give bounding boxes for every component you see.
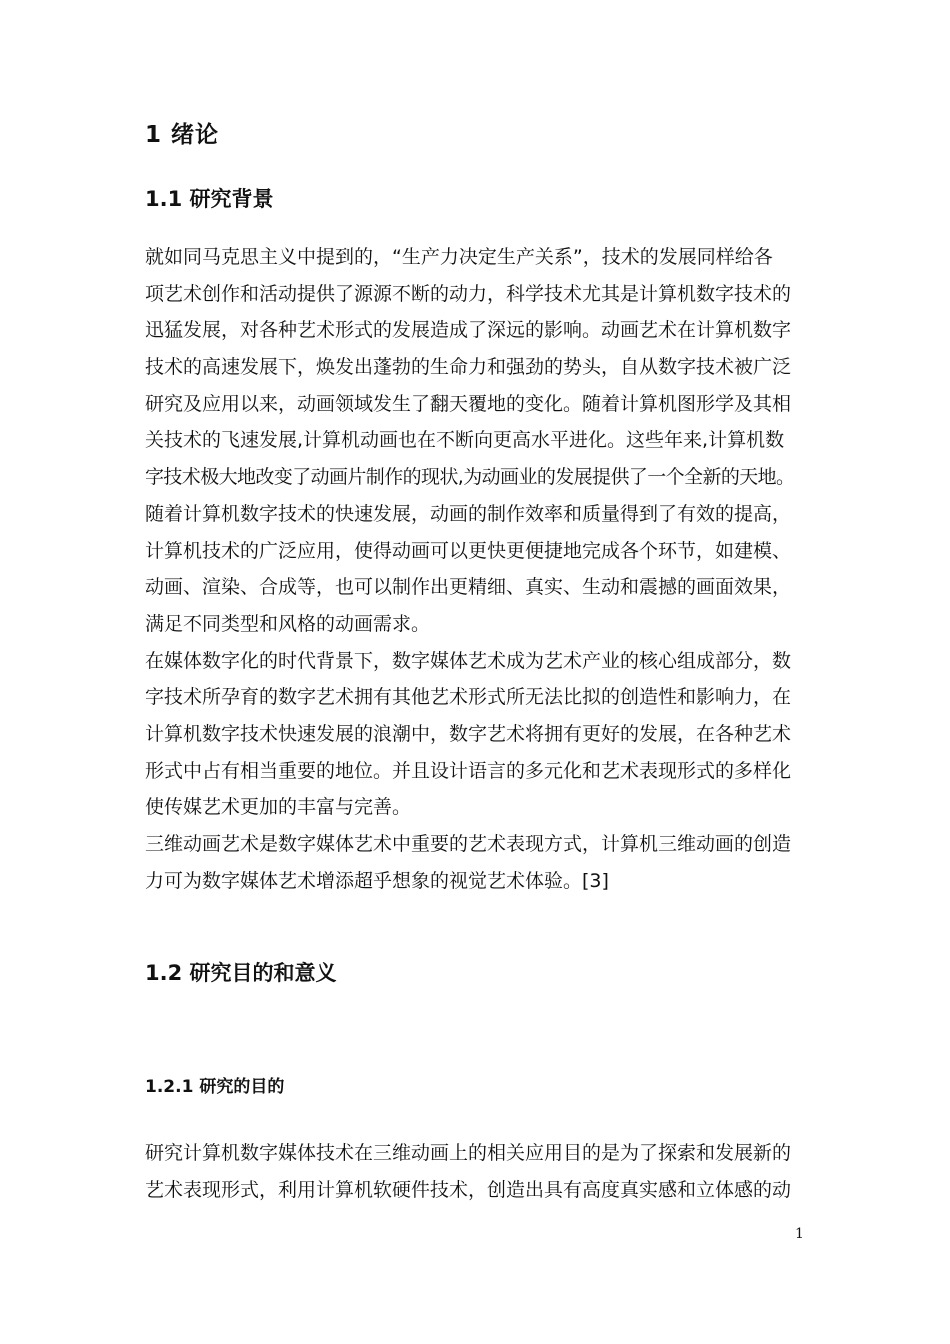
paragraph-line: 艺术表现形式，利用计算机软硬件技术，创造出具有高度真实感和立体感的动 bbox=[145, 1178, 792, 1201]
page-number: 1 bbox=[795, 1226, 804, 1242]
section-1-2-1-body bbox=[145, 1135, 835, 1208]
paragraph-line: 计算机技术的广泛应用，使得动画可以更快更便捷地完成各个环节，如建模、 bbox=[145, 539, 792, 562]
paragraph-line: 形式中占有相当重要的地位。并且设计语言的多元化和艺术表现形式的多样化 bbox=[145, 759, 792, 782]
paragraph-line: 使传媒艺术更加的丰富与完善。 bbox=[145, 796, 412, 819]
paragraph-line: 满足不同类型和风格的动画需求。 bbox=[145, 612, 431, 635]
paragraph-line: 随着计算机数字技术的快速发展，动画的制作效率和质量得到了有效的提高， bbox=[145, 502, 792, 525]
paragraph-line: 研究及应用以来，动画领域发生了翻天覆地的变化。随着计算机图形学及其相 bbox=[145, 392, 792, 415]
paragraph-line: 力可为数字媒体艺术增添超乎想象的视觉艺术体验。[3] bbox=[145, 869, 609, 892]
paragraph-line: 技术的高速发展下，焕发出蓬勃的生命力和强劲的势头，自从数字技术被广泛 bbox=[145, 356, 792, 379]
paragraph-line: 字技术所孕育的数字艺术拥有其他艺术形式所无法比拟的创造性和影响力，在 bbox=[145, 686, 792, 709]
section-heading-1-1: 1.1 研究背景 bbox=[145, 187, 274, 211]
paragraph-line: 三维动画艺术是数字媒体艺术中重要的艺术表现方式，计算机三维动画的创造 bbox=[145, 833, 792, 855]
paragraph-line: 字技术极大地改变了动画片制作的现状,为动画业的发展提供了一个全新的天地。 bbox=[145, 466, 795, 489]
paragraph-line: 研究计算机数字媒体技术在三维动画上的相关应用目的是为了探索和发展新的 bbox=[145, 1142, 792, 1164]
paragraph-line: 动画、渲染、合成等，也可以制作出更精细、真实、生动和震撼的画面效果， bbox=[145, 576, 792, 599]
paragraph-line: 就如同马克思主义中提到的，“生产力决定生产关系”，技术的发展同样给各 bbox=[145, 246, 773, 268]
section-heading-1-2: 1.2 研究目的和意义 bbox=[145, 961, 337, 985]
paragraph-line: 项艺术创作和活动提供了源源不断的动力，科学技术尤其是计算机数字技术的 bbox=[145, 282, 792, 305]
chapter-heading: 1 绪论 bbox=[145, 122, 220, 148]
paragraph-line: 计算机数字技术快速发展的浪潮中，数字艺术将拥有更好的发展，在各种艺术 bbox=[145, 722, 792, 745]
paragraph-line: 在媒体数字化的时代背景下，数字媒体艺术成为艺术产业的核心组成部分，数 bbox=[145, 649, 792, 672]
subsection-heading-1-2-1: 1.2.1 研究的目的 bbox=[145, 1077, 285, 1097]
section-1-1-body bbox=[145, 239, 835, 899]
paragraph-line: 关技术的飞速发展,计算机动画也在不断向更高水平进化。这些年来,计算机数 bbox=[145, 429, 785, 452]
paragraph-line: 迅猛发展，对各种艺术形式的发展造成了深远的影响。动画艺术在计算机数字 bbox=[145, 319, 792, 342]
